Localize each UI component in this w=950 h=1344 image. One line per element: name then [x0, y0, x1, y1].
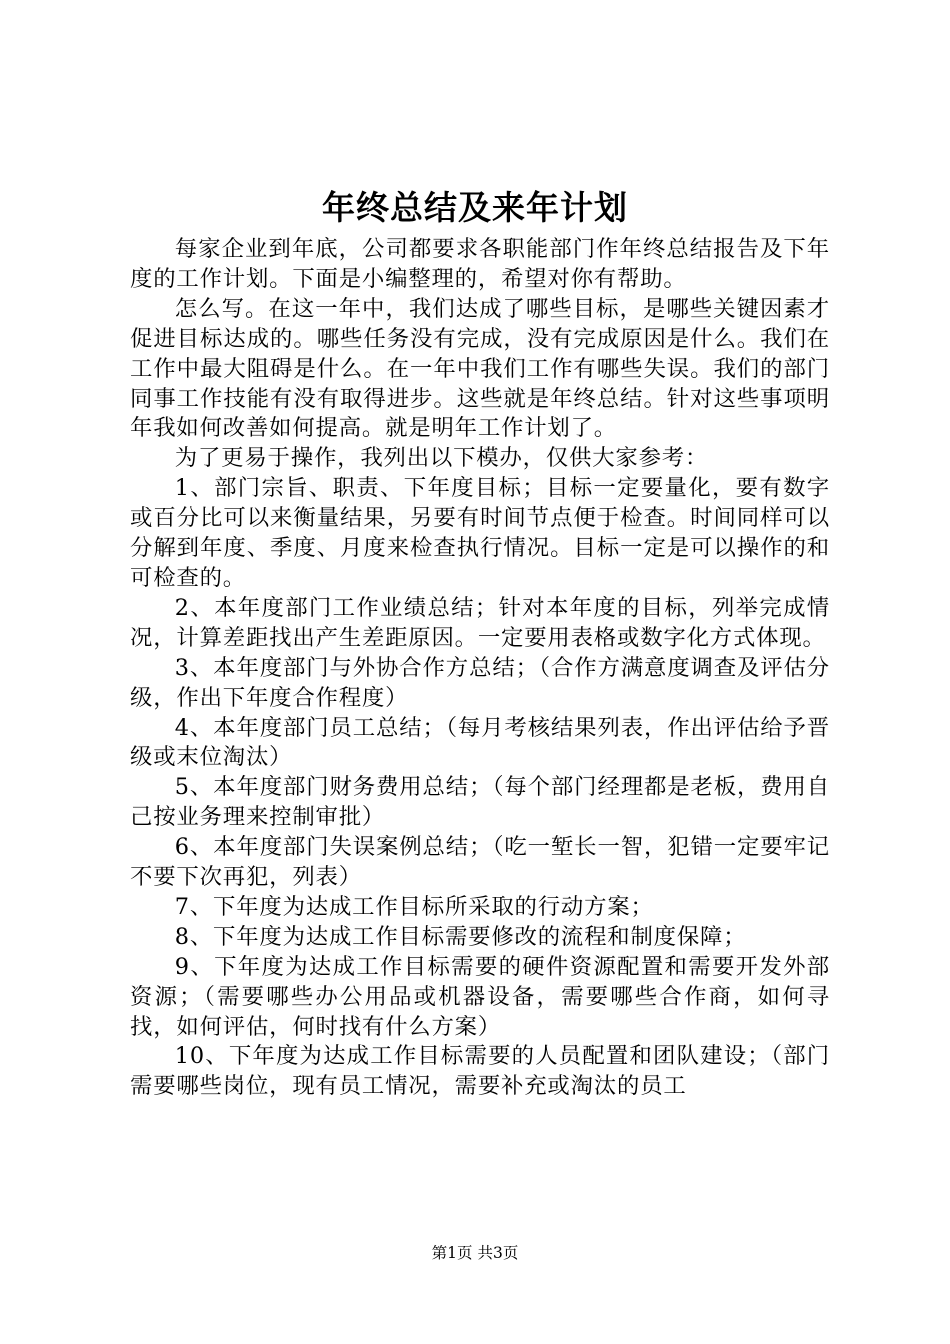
- paragraph-item-5: 5、本年度部门财务费用总结；（每个部门经理都是老板，费用自己按业务理来控制审批）: [130, 774, 830, 831]
- paragraph-item-7: 7、下年度为达成工作目标所采取的行动方案；: [174, 893, 654, 920]
- page-indicator: 第1页 共3页: [431, 1244, 519, 1262]
- document-title: 年终总结及来年计划: [322, 188, 628, 227]
- paragraph-item-8: 8、下年度为达成工作目标需要修改的流程和制度保障；: [174, 923, 747, 950]
- paragraph-item-6: 6、本年度部门失误案例总结；（吃一堑长一智，犯错一定要牢记不要下次再犯，列表）: [130, 834, 830, 891]
- paragraph-intro: 每家企业到年底，公司都要求各职能部门作年终总结报告及下年度的工作计划。下面是小编整理的，希望对你有帮助。: [130, 236, 830, 292]
- paragraph-item-9: 9、下年度为达成工作目标需要的硬件资源配置和需要开发外部资源；（需要哪些办公用品或机器设备，需要哪些合作商，如何寻找，如何评估，何时找有什么方案）: [130, 953, 830, 1040]
- paragraph-item-2: 2、本年度部门工作业绩总结；针对本年度的目标，列举完成情况，计算差距找出产生差距原因。一定要用表格或数字化方式体现。: [130, 594, 830, 651]
- paragraph-how-to-write: 怎么写。在这一年中，我们达成了哪些目标，是哪些关键因素才促进目标达成的。哪些任务没有完成，没有完成原因是什么。我们在工作中最大阻碍是什么。在一年中我们工作有哪些失误。我们的部门同事工作技能有没有取得进步。这些就是年终总结。针对这些事项明年我如何改善如何提高。就是明年工作计划了。: [130, 295, 830, 442]
- paragraph-item-4: 4、本年度部门员工总结；（每月考核结果列表，作出评估给予晋级或末位淘汰）: [130, 714, 830, 771]
- document-body: [130, 235, 830, 1102]
- paragraph-item-1: 1、部门宗旨、职责、下年度目标；目标一定要量化，要有数字或百分比可以来衡量结果，另要有时间节点便于检查。时间同样可以分解到年度、季度、月度来检查执行情况。目标一定是可以操作的和可检查的。: [130, 475, 830, 591]
- paragraph-item-3: 3、本年度部门与外协合作方总结；（合作方满意度调查及评估分级，作出下年度合作程度）: [130, 654, 830, 711]
- paragraph-template-intro: 为了更易于操作，我列出以下模办，仅供大家参考：: [174, 445, 709, 472]
- paragraph-item-10: 10、下年度为达成工作目标需要的人员配置和团队建设；（部门需要哪些岗位，现有员工情况，需要补充或淘汰的员工: [130, 1043, 830, 1100]
